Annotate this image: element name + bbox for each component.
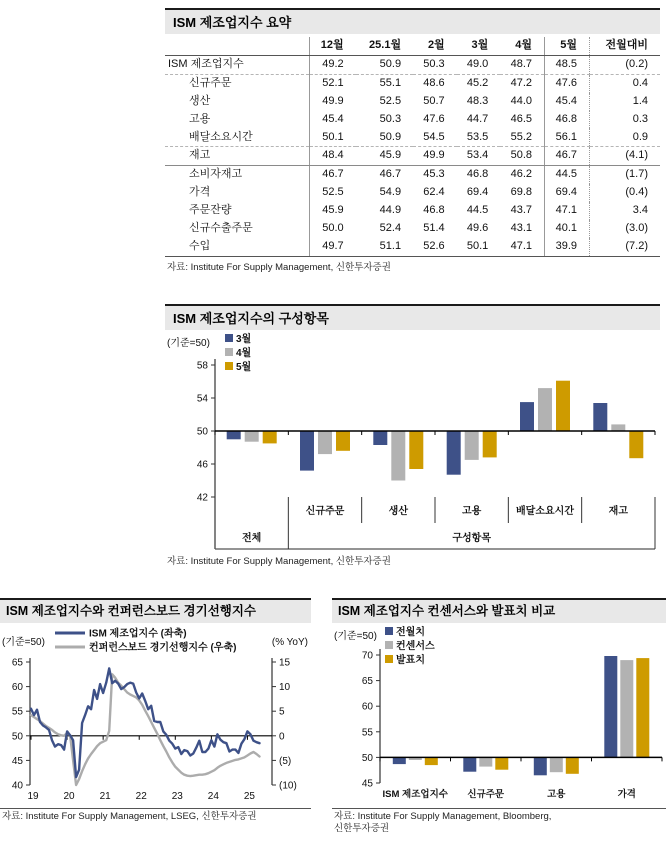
cell-value: 45.9 xyxy=(322,204,344,217)
cell-value: 46.5 xyxy=(500,111,544,129)
cell-value: 45.4 xyxy=(322,112,344,125)
cell-value: 44.0 xyxy=(500,93,544,111)
cell-value: 44.9 xyxy=(379,204,402,217)
bar xyxy=(534,757,547,775)
cell-value: 46.2 xyxy=(500,166,544,184)
legend-label: 5월 xyxy=(236,362,252,373)
cell-value: 55.2 xyxy=(500,128,544,146)
category-label: ISM 제조업지수 xyxy=(382,789,448,800)
source-divider xyxy=(332,808,666,809)
cell-value: 48.6 xyxy=(423,76,445,89)
left-y-tick-label: 60 xyxy=(11,682,23,694)
category-label: 배달소요시간 xyxy=(516,506,574,517)
cell-value: 46.7 xyxy=(379,168,402,181)
cell-value: 48.7 xyxy=(500,55,544,74)
category-label: 생산 xyxy=(388,506,408,517)
cell-value: 0.4 xyxy=(632,76,648,89)
summary-table-source: 자료: Institute For Supply Management, 신한투자증권 xyxy=(167,261,391,273)
category-label: 신규주문 xyxy=(305,506,345,517)
bar xyxy=(550,757,563,772)
cell-value: 50.9 xyxy=(356,55,413,74)
legend-swatch xyxy=(385,655,393,663)
cell-value: 45.2 xyxy=(466,76,489,89)
components-chart-source: 자료: Institute For Supply Management, 신한투자증권 xyxy=(167,556,391,567)
cell-value: (0.2) xyxy=(590,55,661,74)
bar xyxy=(393,757,406,764)
right-y-tick-label: 10 xyxy=(279,682,291,694)
cell-value: 50.1 xyxy=(457,238,501,256)
y-tick-label: 58 xyxy=(196,360,208,372)
left-y-tick-label: 50 xyxy=(11,731,23,743)
y-tick-label: 50 xyxy=(196,426,208,438)
bar xyxy=(604,656,617,757)
ism-summary-table xyxy=(165,37,660,257)
y-tick-label: 65 xyxy=(361,676,373,688)
y-tick-label: 55 xyxy=(361,727,373,739)
cell-value: 1.4 xyxy=(632,94,648,107)
source-divider xyxy=(0,808,311,809)
right-y-tick-label: (10) xyxy=(279,780,297,792)
cell-value: 47.6 xyxy=(545,74,590,92)
column-header: 전월대비 xyxy=(590,37,661,55)
cell-value: 49.9 xyxy=(413,147,457,166)
cell-value: 45.3 xyxy=(423,168,445,181)
right-y-tick-label: 0 xyxy=(279,731,285,743)
left-y-tick-label: 45 xyxy=(11,755,23,767)
cell-value: 47.2 xyxy=(500,74,544,92)
legend-swatch xyxy=(225,334,233,342)
bar xyxy=(263,431,277,443)
table-row xyxy=(165,55,660,74)
table-row xyxy=(165,220,660,238)
cell-value: 53.4 xyxy=(457,147,501,166)
bar xyxy=(593,403,607,431)
cell-value: 52.5 xyxy=(379,94,402,107)
legend-swatch xyxy=(225,362,233,370)
y-tick-label: 60 xyxy=(361,701,373,713)
cell-value: 48.4 xyxy=(310,147,356,166)
cell-value: 44.5 xyxy=(545,166,590,184)
row-label: 신규주문 xyxy=(165,74,310,92)
cell-value: 46.8 xyxy=(545,111,590,129)
y-tick-label: 54 xyxy=(196,393,208,405)
cell-value: 48.3 xyxy=(466,94,489,107)
bar xyxy=(447,431,461,475)
x-tick-label: 23 xyxy=(171,791,183,802)
cell-value: 69.4 xyxy=(545,184,590,202)
cell-value: 48.5 xyxy=(545,55,590,74)
column-header: 4월 xyxy=(500,37,544,55)
bar xyxy=(620,660,633,757)
bar xyxy=(300,431,314,471)
cell-value: 45.4 xyxy=(545,93,590,111)
axis-unit-note: (기준=50) xyxy=(334,631,377,642)
table-row xyxy=(165,147,660,166)
bar xyxy=(391,431,405,481)
row-label: 재고 xyxy=(165,147,310,166)
axis-unit-note: (기준=50) xyxy=(167,338,210,349)
row-label: 수입 xyxy=(165,238,310,256)
legend-swatch xyxy=(225,348,233,356)
legend-swatch xyxy=(385,627,393,635)
bar xyxy=(409,431,423,469)
cell-value: 40.1 xyxy=(545,220,590,238)
table-row xyxy=(165,111,660,129)
bar xyxy=(636,658,649,757)
cell-value: 3.4 xyxy=(632,204,648,217)
bar xyxy=(611,424,625,431)
bar xyxy=(373,431,387,445)
group-label: 구성항목 xyxy=(452,533,491,544)
table-row xyxy=(165,128,660,146)
legend-label: 전월치 xyxy=(396,627,425,638)
cell-value: 46.7 xyxy=(322,168,344,181)
category-label: 고용 xyxy=(547,789,566,800)
row-label: 소비자재고 xyxy=(165,166,310,184)
column-header: 12월 xyxy=(310,37,356,55)
table-row xyxy=(165,93,660,111)
bar xyxy=(495,757,508,769)
cell-value: 49.0 xyxy=(457,55,501,74)
x-tick-label: 19 xyxy=(27,791,39,802)
row-label: 배달소요시간 xyxy=(165,128,310,146)
cell-value: 44.5 xyxy=(466,204,489,217)
bar xyxy=(566,757,579,773)
bar xyxy=(556,381,570,431)
cell-value: 50.9 xyxy=(356,128,413,146)
cell-value: 51.4 xyxy=(423,221,445,234)
x-tick-label: 22 xyxy=(135,791,147,802)
cell-value: 54.5 xyxy=(413,128,457,146)
legend-label: 4월 xyxy=(236,348,252,359)
cell-value: 49.6 xyxy=(466,221,489,234)
cell-value: (0.4) xyxy=(625,186,648,199)
x-tick-label: 20 xyxy=(63,791,75,802)
cell-value: 47.6 xyxy=(423,112,445,125)
cell-value: 52.6 xyxy=(413,238,457,256)
line-series xyxy=(31,674,260,785)
row-label: 고용 xyxy=(165,111,310,129)
table-row xyxy=(165,74,660,92)
right-y-tick-label: (5) xyxy=(279,755,292,767)
row-label: 신규수출주문 xyxy=(165,220,310,238)
cell-value: 50.7 xyxy=(423,94,445,107)
consensus-bar-chart xyxy=(332,625,666,805)
consensus-chart-source xyxy=(334,811,666,835)
bar xyxy=(318,431,332,454)
left-y-tick-label: 40 xyxy=(11,780,23,792)
cell-value: 55.1 xyxy=(379,76,402,89)
column-header: 2월 xyxy=(413,37,457,55)
row-label: 생산 xyxy=(165,93,310,111)
left-y-tick-label: 65 xyxy=(11,657,23,669)
components-bar-chart xyxy=(165,332,660,554)
bar xyxy=(483,431,497,457)
category-label: 가격 xyxy=(617,789,636,800)
legend-label: 컨퍼런스보드 경기선행지수 (우축) xyxy=(89,642,237,654)
cell-value: 47.1 xyxy=(545,202,590,220)
bar xyxy=(538,388,552,431)
cell-value: 52.1 xyxy=(322,76,344,89)
table-row xyxy=(165,166,660,184)
bar xyxy=(245,431,259,442)
category-label: 재고 xyxy=(608,506,628,517)
cell-value: (1.7) xyxy=(625,168,648,181)
bar xyxy=(520,402,534,431)
cell-value: 69.4 xyxy=(466,186,489,199)
line-chart-source: 자료: Institute For Supply Management, LSEG, 신한투자증권 xyxy=(2,811,257,822)
x-tick-label: 21 xyxy=(99,791,111,802)
cell-value: 50.3 xyxy=(413,55,457,74)
cell-value: 44.7 xyxy=(466,112,489,125)
cell-value: 49.9 xyxy=(322,94,344,107)
cell-value: 54.9 xyxy=(379,186,402,199)
y-tick-label: 42 xyxy=(196,492,208,504)
cell-value: 50.0 xyxy=(322,221,344,234)
bar xyxy=(465,431,479,460)
x-tick-label: 24 xyxy=(207,791,219,802)
consensus-source-line1: 자료: Institute For Supply Management, Bloomberg, xyxy=(334,811,552,822)
cell-value: 46.7 xyxy=(545,147,590,166)
row-label: 가격 xyxy=(165,184,310,202)
column-header xyxy=(165,37,310,55)
legend-label: 발표치 xyxy=(396,655,425,666)
cell-value: 0.9 xyxy=(590,128,661,146)
cell-value: 49.7 xyxy=(310,238,356,256)
left-axis-unit-note: (기준=50) xyxy=(2,637,45,648)
bar xyxy=(463,757,476,771)
cell-value: 56.1 xyxy=(545,128,590,146)
column-header: 25.1월 xyxy=(356,37,413,55)
ism-leading-index-line-chart xyxy=(0,625,311,805)
cell-value: (4.1) xyxy=(590,147,661,166)
legend-label: 컨센서스 xyxy=(396,641,435,652)
consensus-chart-title: ISM 제조업지수 컨센서스와 발표치 비교 xyxy=(332,598,666,623)
table-header-row xyxy=(165,37,660,55)
group-label: 전체 xyxy=(242,533,262,544)
summary-table-title: ISM 제조업지수 요약 xyxy=(165,8,660,34)
legend-swatch xyxy=(385,641,393,649)
table-row xyxy=(165,238,660,256)
row-label: ISM 제조업지수 xyxy=(165,55,310,74)
cell-value: 43.1 xyxy=(500,220,544,238)
right-y-tick-label: 15 xyxy=(279,657,291,669)
cell-value: 46.8 xyxy=(466,168,489,181)
bar xyxy=(227,431,241,439)
cell-value: 0.3 xyxy=(632,112,648,125)
line-chart-title: ISM 제조업지수와 컨퍼런스보드 경기선행지수 xyxy=(0,598,311,623)
bar xyxy=(629,431,643,458)
cell-value: 53.5 xyxy=(457,128,501,146)
ism-leading-index-chart-section xyxy=(0,598,311,823)
right-y-tick-label: 5 xyxy=(279,706,285,718)
table-row xyxy=(165,184,660,202)
cell-value: 39.9 xyxy=(545,238,590,256)
right-axis-unit-note: (% YoY) xyxy=(271,637,308,648)
bar xyxy=(336,431,350,451)
y-tick-label: 50 xyxy=(361,752,373,764)
bar xyxy=(425,757,438,765)
legend-label: 3월 xyxy=(236,334,252,345)
consensus-chart-section xyxy=(332,598,666,835)
cell-value: 43.7 xyxy=(500,202,544,220)
components-chart-title: ISM 제조업지수의 구성항목 xyxy=(165,304,660,330)
bar xyxy=(479,757,492,766)
legend-label: ISM 제조업지수 (좌축) xyxy=(89,628,187,640)
cell-value: 52.4 xyxy=(379,221,402,234)
y-tick-label: 70 xyxy=(361,650,373,662)
y-tick-label: 46 xyxy=(196,459,208,471)
row-label: 주문잔량 xyxy=(165,202,310,220)
category-label: 고용 xyxy=(462,506,482,517)
cell-value: 52.5 xyxy=(322,186,344,199)
cell-value: 47.1 xyxy=(500,238,544,256)
cell-value: 45.9 xyxy=(356,147,413,166)
cell-value: 50.8 xyxy=(500,147,544,166)
consensus-source-line2: 신한투자증권 xyxy=(334,823,390,834)
cell-value: 50.3 xyxy=(379,112,402,125)
ism-summary-table-section xyxy=(165,8,660,274)
cell-value: 69.8 xyxy=(500,184,544,202)
y-tick-label: 45 xyxy=(361,778,373,790)
column-header: 3월 xyxy=(457,37,501,55)
cell-value: 62.4 xyxy=(423,186,445,199)
column-header: 5월 xyxy=(545,37,590,55)
table-row xyxy=(165,202,660,220)
cell-value: 51.1 xyxy=(356,238,413,256)
components-chart-section xyxy=(165,304,660,568)
left-y-tick-label: 55 xyxy=(11,706,23,718)
line-series xyxy=(31,668,260,777)
category-label: 신규주문 xyxy=(467,789,505,800)
cell-value: 50.1 xyxy=(310,128,356,146)
cell-value: (3.0) xyxy=(625,221,648,234)
cell-value: 46.8 xyxy=(423,204,445,217)
cell-value: 49.2 xyxy=(310,55,356,74)
cell-value: (7.2) xyxy=(590,238,661,256)
x-tick-label: 25 xyxy=(243,791,256,802)
